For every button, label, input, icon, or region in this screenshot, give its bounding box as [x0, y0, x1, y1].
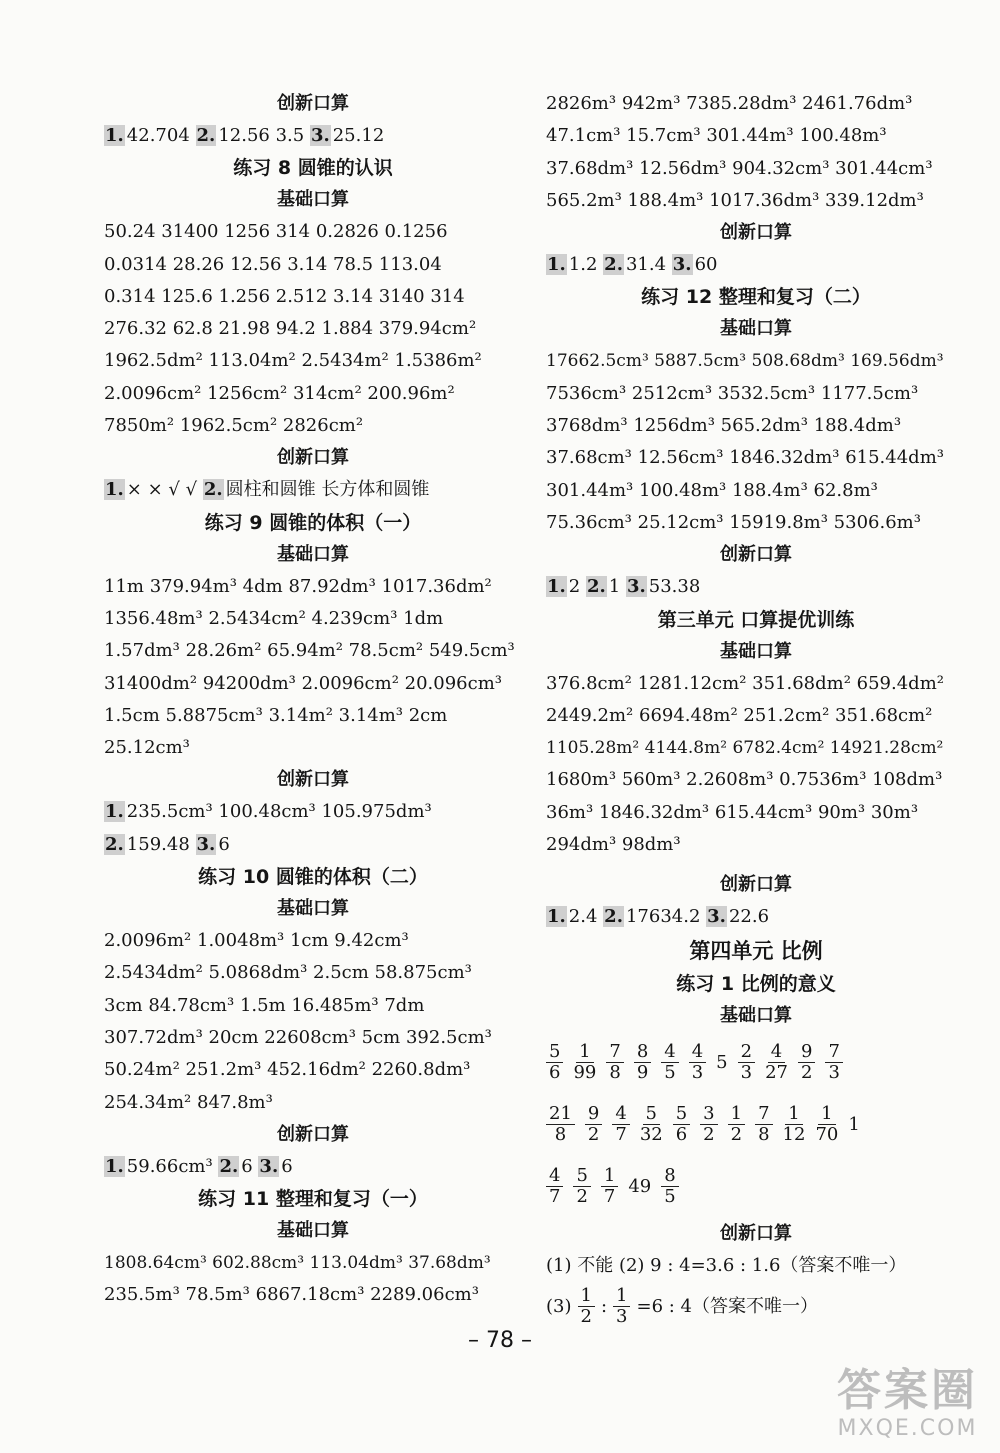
answer-line: 36m³ 1846.32dm³ 615.44cm³ 90m³ 30m³	[546, 801, 919, 823]
fraction	[613, 1286, 630, 1327]
numerator: 3	[700, 1104, 717, 1125]
answer-line: 37.68cm³ 12.56cm³ 1846.32dm³ 615.44dm³	[546, 447, 944, 469]
answer-line: 294dm³ 98dm³	[546, 834, 681, 856]
integer-answer: 49	[628, 1176, 652, 1198]
answer-line: 47.1cm³ 15.7cm³ 301.44m³ 100.48m³	[546, 125, 887, 147]
answer-line: 2.5434dm² 5.0868dm³ 2.5cm 58.875cm³	[104, 962, 472, 984]
question-number: 1.	[105, 1155, 124, 1177]
numerator: 5	[546, 1042, 563, 1063]
section-subtitle: 创新口算	[720, 544, 792, 566]
numerator: 7	[825, 1042, 842, 1063]
fraction	[573, 1166, 590, 1207]
fraction	[815, 1104, 838, 1145]
question-number: 3.	[707, 906, 726, 928]
answer: 53.38	[648, 576, 701, 598]
answer-line: 3768dm³ 1256dm³ 565.2dm³ 188.4dm³	[546, 415, 902, 437]
answer-line	[546, 1282, 966, 1332]
numerator: 5	[673, 1104, 690, 1125]
section-subtitle: 基础口算	[277, 898, 349, 920]
page-number: – 78 –	[468, 1328, 532, 1353]
fraction-row	[546, 1094, 966, 1156]
answer-line: 2.0096cm² 1256cm² 314cm² 200.96m²	[104, 382, 455, 404]
section-subtitle: 基础口算	[277, 189, 349, 211]
answer: 17634.2	[625, 906, 701, 928]
item-label: (3)	[546, 1295, 572, 1317]
unit-title: 第四单元 比例	[689, 938, 823, 963]
answer-line: 307.72dm³ 20cm 22608cm³ 5cm 392.5cm³	[104, 1026, 492, 1048]
fraction	[783, 1104, 806, 1145]
answer-line: 1808.64cm³ 602.88cm³ 113.04dm³ 37.68dm³	[104, 1253, 491, 1274]
numerator: 21	[546, 1104, 575, 1125]
answer-line	[104, 829, 522, 861]
denominator: 2	[587, 1124, 600, 1146]
denominator: 6	[675, 1124, 688, 1146]
answer-line: 75.36cm³ 25.12cm³ 15919.8m³ 5306.6m³	[546, 511, 921, 533]
answer-line: 3cm 84.78cm³ 1.5m 16.485m³ 7dm	[104, 994, 425, 1016]
answer-line: (1) 不能 (2) 9 : 4=3.6 : 1.6（答案不唯一）	[546, 1254, 907, 1276]
answer: 2.4	[568, 906, 598, 928]
answer: 圆柱和圆锥 长方体和圆锥	[225, 479, 430, 501]
fraction	[765, 1042, 788, 1083]
answer-line	[104, 120, 522, 152]
fraction	[585, 1104, 602, 1145]
section-subtitle: 基础口算	[277, 1220, 349, 1242]
numerator: 4	[546, 1166, 563, 1187]
question-number: 1.	[547, 254, 566, 276]
denominator: 7	[603, 1186, 616, 1208]
answer-line: 7536cm³ 2512cm³ 3532.5cm³ 1177.5cm³	[546, 382, 919, 404]
answer-line: 1.57dm³ 28.26m² 65.94m² 78.5cm² 549.5cm³	[104, 640, 515, 662]
numerator: 1	[578, 1286, 595, 1307]
fraction	[546, 1042, 563, 1083]
integer-answer: 1	[848, 1114, 860, 1136]
numerator: 1	[576, 1042, 593, 1063]
answer-line: 7850m² 1962.5cm² 2826cm²	[104, 415, 364, 437]
numerator: 1	[728, 1104, 745, 1125]
answer-line: 565.2m³ 188.4m³ 1017.36dm³ 339.12dm³	[546, 189, 924, 211]
fraction	[546, 1104, 575, 1145]
numerator: 9	[585, 1104, 602, 1125]
fraction	[798, 1042, 815, 1083]
answer: 42.704	[126, 125, 190, 146]
answer-line: 235.5m³ 78.5m³ 6867.18cm³ 2289.06cm³	[104, 1284, 479, 1306]
section-subtitle: 创新口算	[277, 93, 349, 114]
answer-line: 31400dm² 94200dm³ 2.0096cm² 20.096cm³	[104, 672, 502, 694]
answer-block	[104, 925, 522, 1119]
fraction	[606, 1042, 623, 1083]
answer-line: 1356.48m³ 2.5434cm² 4.239cm³ 1dm	[104, 607, 444, 629]
fraction	[573, 1042, 596, 1083]
answer-line	[104, 474, 522, 506]
denominator: 2	[800, 1062, 813, 1084]
question-number: 1.	[547, 576, 566, 598]
denominator: 70	[815, 1124, 839, 1146]
answer: =6 : 4（答案不唯一）	[636, 1295, 818, 1317]
answer: 1	[608, 576, 621, 598]
question-number: 2.	[586, 576, 606, 598]
numerator: 7	[755, 1104, 772, 1125]
answer-block	[546, 345, 966, 539]
answer-line: 254.34m² 847.8m³	[104, 1091, 273, 1113]
answer: 59.66cm³	[126, 1155, 213, 1177]
fraction	[738, 1042, 755, 1083]
denominator: 9	[636, 1062, 649, 1084]
section-subtitle: 基础口算	[277, 543, 349, 565]
question-number: 1.	[105, 479, 124, 501]
answer: 2	[568, 576, 581, 598]
denominator: 8	[758, 1124, 770, 1146]
fraction	[689, 1042, 706, 1083]
denominator: 3	[740, 1062, 753, 1084]
answer-line: 2826m³ 942m³ 7385.28dm³ 2461.76dm³	[546, 93, 913, 114]
left-column	[104, 88, 522, 1312]
answer: 159.48	[126, 833, 190, 855]
answer-line: 1105.28m² 4144.8m² 6782.4cm² 14921.28cm²	[546, 738, 944, 759]
question-number: 3.	[196, 833, 216, 855]
section-subtitle: 创新口算	[277, 769, 349, 791]
answer: 6	[281, 1155, 293, 1177]
answer: 25.12	[332, 125, 385, 146]
question-number: 1.	[105, 801, 124, 823]
answer-block	[546, 668, 966, 862]
answer: 12.56 3.5	[218, 125, 305, 146]
section-subtitle: 基础口算	[720, 1004, 792, 1026]
answer-line: 0.314 125.6 1.256 2.512 3.14 3140 314	[104, 285, 465, 307]
section-subtitle: 创新口算	[277, 1123, 349, 1145]
denominator: 12	[782, 1124, 806, 1146]
denominator: 32	[639, 1124, 663, 1146]
question-number: 3.	[626, 576, 646, 598]
numerator: 5	[643, 1104, 660, 1125]
answer: 6	[241, 1155, 253, 1177]
question-number: 2.	[105, 833, 124, 855]
section-title: 练习 11 整理和复习（一）	[198, 1188, 428, 1211]
denominator: 7	[549, 1186, 561, 1208]
answer-line	[546, 249, 966, 281]
right-column	[546, 88, 966, 1332]
denominator: 3	[616, 1306, 628, 1328]
denominator: 27	[765, 1062, 788, 1084]
numerator: 4	[612, 1104, 629, 1125]
question-number: 1.	[105, 125, 124, 146]
question-number: 3.	[259, 1155, 279, 1177]
denominator: 2	[730, 1124, 743, 1146]
answer-line: 276.32 62.8 21.98 94.2 1.884 379.94cm²	[104, 318, 477, 340]
question-number: 2.	[604, 906, 623, 928]
question-number: 3.	[672, 254, 692, 276]
denominator: 8	[609, 1062, 621, 1084]
answer-line: 0.0314 28.26 12.56 3.14 78.5 113.04	[104, 253, 442, 275]
numerator: 4	[768, 1042, 785, 1063]
answer-line	[104, 796, 522, 828]
answer-line: 1.5cm 5.8875cm³ 3.14m² 3.14m³ 2cm	[104, 704, 448, 726]
question-number: 2.	[219, 1155, 239, 1177]
numerator: 9	[798, 1042, 815, 1063]
section-title: 练习 8 圆锥的认识	[233, 157, 393, 180]
fraction	[661, 1042, 678, 1083]
section-title: 第三单元 口算提优训练	[657, 608, 855, 631]
fraction	[634, 1042, 651, 1083]
answer: 1.2	[568, 254, 598, 276]
section-title: 练习 10 圆锥的体积（二）	[198, 866, 428, 889]
question-number: 2.	[604, 254, 623, 276]
numerator: 4	[689, 1042, 706, 1063]
answer-block	[104, 571, 522, 765]
numerator: 1	[613, 1286, 630, 1307]
fraction	[673, 1104, 690, 1145]
numerator: 7	[606, 1042, 623, 1063]
numerator: 1	[818, 1104, 835, 1125]
answer-line: 1680m³ 560m³ 2.2608m³ 0.7536m³ 108dm³	[546, 769, 943, 791]
denominator: 3	[691, 1062, 704, 1084]
answer-line: 25.12cm³	[104, 737, 190, 759]
watermark-logo: 答案圈	[837, 1365, 978, 1416]
numerator: 8	[634, 1042, 651, 1063]
answer-block	[104, 216, 522, 442]
watermark	[837, 1366, 978, 1441]
answer-line	[104, 1151, 522, 1183]
section-subtitle: 创新口算	[720, 222, 792, 244]
question-number: 3.	[310, 125, 330, 146]
watermark-url: MXQE.COM	[837, 1416, 978, 1441]
answer: 22.6	[728, 906, 770, 928]
answer: 31.4	[625, 254, 667, 276]
denominator: 5	[664, 1062, 676, 1084]
question-number: 2.	[203, 479, 223, 501]
answer: 60	[694, 254, 718, 276]
fraction-row	[546, 1156, 966, 1218]
answer: 6	[218, 833, 230, 855]
denominator: 2	[580, 1306, 592, 1328]
numerator: 4	[661, 1042, 678, 1063]
answer-line: 2449.2m² 6694.48m² 251.2cm² 351.68cm²	[546, 704, 933, 726]
answer: × × √ √	[126, 479, 198, 501]
answer-line: 11m 379.94m³ 4dm 87.92dm³ 1017.36dm²	[104, 575, 492, 597]
fraction	[728, 1104, 745, 1145]
section-title: 练习 9 圆锥的体积（一）	[204, 511, 422, 534]
numerator: 2	[738, 1042, 755, 1063]
section-title: 练习 12 整理和复习（二）	[641, 286, 871, 309]
integer-answer: 5	[716, 1052, 728, 1074]
denominator: 2	[576, 1186, 588, 1208]
denominator: 6	[549, 1062, 561, 1084]
answer-block	[104, 1247, 522, 1312]
fraction	[640, 1104, 663, 1145]
denominator: 8	[554, 1124, 567, 1146]
question-number: 1.	[547, 906, 566, 928]
denominator: 7	[615, 1124, 627, 1146]
numerator: 8	[661, 1166, 678, 1187]
fraction	[601, 1166, 618, 1207]
fraction-row	[546, 1032, 966, 1094]
fraction	[612, 1104, 629, 1145]
answer: 235.5cm³ 100.48cm³ 105.975dm³	[126, 801, 432, 823]
answer-line: 17662.5cm³ 5887.5cm³ 508.68dm³ 169.56dm³	[546, 351, 944, 372]
answer-line: 301.44m³ 100.48m³ 188.4m³ 62.8m³	[546, 479, 878, 501]
fraction	[546, 1166, 563, 1207]
answer-line: 37.68dm³ 12.56dm³ 904.32cm³ 301.44cm³	[546, 157, 933, 179]
section-subtitle: 创新口算	[720, 1222, 792, 1244]
ratio-colon: :	[600, 1295, 608, 1317]
denominator: 3	[828, 1062, 840, 1084]
fraction	[578, 1286, 595, 1327]
numerator: 1	[601, 1166, 618, 1187]
fraction	[755, 1104, 772, 1145]
answer-line: 1962.5dm² 113.04m² 2.5434m² 1.5386m²	[104, 350, 482, 372]
numerator: 5	[573, 1166, 590, 1187]
section-subtitle: 基础口算	[720, 318, 792, 340]
denominator: 2	[703, 1124, 715, 1146]
section-title: 练习 1 比例的意义	[676, 972, 836, 995]
answer-line: 2.0096m² 1.0048m³ 1cm 9.42cm³	[104, 930, 409, 952]
answer-line: 50.24m² 251.2m³ 452.16dm² 2260.8dm³	[104, 1059, 471, 1081]
fraction	[661, 1166, 678, 1207]
answer-block	[546, 88, 966, 217]
section-subtitle: 基础口算	[720, 640, 792, 662]
denominator: 99	[573, 1062, 597, 1084]
numerator: 1	[785, 1104, 802, 1125]
section-subtitle: 创新口算	[277, 447, 349, 469]
fraction	[700, 1104, 717, 1145]
answer-line	[546, 901, 966, 933]
fraction	[825, 1042, 842, 1083]
question-number: 2.	[196, 125, 216, 146]
answer-line: 50.24 31400 1256 314 0.2826 0.1256	[104, 221, 448, 243]
answer-line: 376.8cm² 1281.12cm² 351.68dm² 659.4dm²	[546, 672, 944, 694]
section-subtitle: 创新口算	[720, 874, 792, 896]
answer-line	[546, 571, 966, 603]
denominator: 5	[664, 1186, 676, 1208]
